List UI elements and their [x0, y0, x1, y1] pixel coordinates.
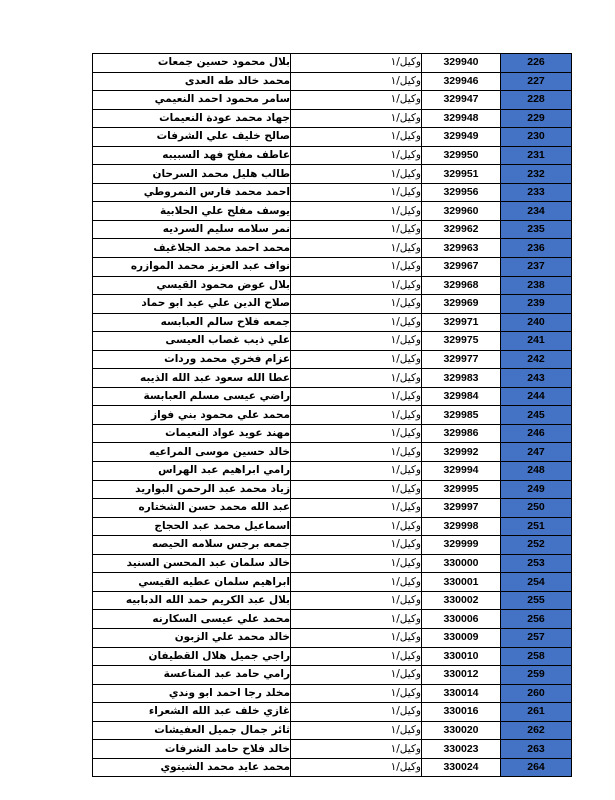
number-cell: 329950 [422, 146, 501, 165]
number-cell: 330012 [422, 666, 501, 685]
number-cell: 329999 [422, 536, 501, 555]
table-row [93, 703, 572, 722]
number-cell: 330024 [422, 758, 501, 777]
table-row [93, 72, 572, 91]
index-cell: 227 [501, 72, 572, 91]
number-cell: 329947 [422, 91, 501, 110]
rank-cell: وكيل/١ [291, 165, 422, 184]
index-cell: 263 [501, 740, 572, 759]
index-cell: 252 [501, 536, 572, 555]
number-cell: 329971 [422, 313, 501, 332]
rank-cell: وكيل/١ [291, 258, 422, 277]
name-cell: محمد عايد محمد الشيتوي [93, 758, 291, 777]
name-cell: علي ذيب غصاب العيسى [93, 332, 291, 351]
rank-cell: وكيل/١ [291, 220, 422, 239]
table-row [93, 258, 572, 277]
rank-cell: وكيل/١ [291, 146, 422, 165]
number-cell: 329956 [422, 183, 501, 202]
table-row [93, 591, 572, 610]
name-cell: مخلد رجا احمد ابو وندي [93, 684, 291, 703]
table-row [93, 54, 572, 73]
name-cell: محمد احمد محمد الجلاغيف [93, 239, 291, 258]
name-cell: بلال محمود حسين جمعات [93, 54, 291, 73]
index-cell: 241 [501, 332, 572, 351]
table-row [93, 647, 572, 666]
index-cell: 258 [501, 647, 572, 666]
number-cell: 329983 [422, 369, 501, 388]
index-cell: 234 [501, 202, 572, 221]
table-row [93, 332, 572, 351]
table-row [93, 165, 572, 184]
index-cell: 264 [501, 758, 572, 777]
name-cell: راضي عيسى مسلم العبابسة [93, 387, 291, 406]
table-row [93, 146, 572, 165]
number-cell: 330006 [422, 610, 501, 629]
rank-cell: وكيل/١ [291, 610, 422, 629]
table-row [93, 350, 572, 369]
index-cell: 229 [501, 109, 572, 128]
table-row [93, 387, 572, 406]
name-cell: محمد علي عيسى السكارنه [93, 610, 291, 629]
number-cell: 329995 [422, 480, 501, 499]
index-cell: 246 [501, 424, 572, 443]
table-row [93, 517, 572, 536]
number-cell: 329975 [422, 332, 501, 351]
roster-table [92, 53, 572, 777]
number-cell: 329946 [422, 72, 501, 91]
rank-cell: وكيل/١ [291, 91, 422, 110]
index-cell: 245 [501, 406, 572, 425]
number-cell: 329949 [422, 128, 501, 147]
name-cell: اسماعيل محمد عبد الحجاج [93, 517, 291, 536]
index-cell: 226 [501, 54, 572, 73]
table-row [93, 295, 572, 314]
table-row [93, 462, 572, 481]
rank-cell: وكيل/١ [291, 128, 422, 147]
name-cell: عبد الله محمد حسن الشختاره [93, 499, 291, 518]
table-row [93, 313, 572, 332]
rank-cell: وكيل/١ [291, 758, 422, 777]
rank-cell: وكيل/١ [291, 740, 422, 759]
name-cell: صلاح الدين علي عيد ابو حماد [93, 295, 291, 314]
name-cell: راجي جميل هلال القطيفان [93, 647, 291, 666]
table-row [93, 740, 572, 759]
table-row [93, 424, 572, 443]
name-cell: خالد سلمان عبد المحسن السنيد [93, 554, 291, 573]
table-row [93, 202, 572, 221]
name-cell: نمر سلامه سليم السرديه [93, 220, 291, 239]
rank-cell: وكيل/١ [291, 54, 422, 73]
number-cell: 330016 [422, 703, 501, 722]
rank-cell: وكيل/١ [291, 684, 422, 703]
index-cell: 249 [501, 480, 572, 499]
rank-cell: وكيل/١ [291, 499, 422, 518]
index-cell: 236 [501, 239, 572, 258]
rank-cell: وكيل/١ [291, 276, 422, 295]
name-cell: جمعه فلاح سالم العبابسه [93, 313, 291, 332]
number-cell: 329968 [422, 276, 501, 295]
rank-cell: وكيل/١ [291, 183, 422, 202]
table-row [93, 91, 572, 110]
index-cell: 255 [501, 591, 572, 610]
rank-cell: وكيل/١ [291, 554, 422, 573]
name-cell: عاطف مفلح فهد السبيبه [93, 146, 291, 165]
index-cell: 251 [501, 517, 572, 536]
name-cell: احمد محمد فارس النمروطي [93, 183, 291, 202]
rank-cell: وكيل/١ [291, 406, 422, 425]
name-cell: رامي حامد عبد المناعسة [93, 666, 291, 685]
number-cell: 329967 [422, 258, 501, 277]
table-row [93, 684, 572, 703]
rank-cell: وكيل/١ [291, 424, 422, 443]
name-cell: سامر محمود احمد النعيمي [93, 91, 291, 110]
name-cell: محمد علي محمود بني فواز [93, 406, 291, 425]
rank-cell: وكيل/١ [291, 313, 422, 332]
table-row [93, 536, 572, 555]
name-cell: نواف عبد العزيز محمد الموازره [93, 258, 291, 277]
rank-cell: وكيل/١ [291, 517, 422, 536]
number-cell: 329997 [422, 499, 501, 518]
index-cell: 233 [501, 183, 572, 202]
name-cell: زياد محمد عبد الرحمن البواريد [93, 480, 291, 499]
name-cell: خالد محمد علي الزبون [93, 628, 291, 647]
table-row [93, 128, 572, 147]
table-row [93, 721, 572, 740]
index-cell: 228 [501, 91, 572, 110]
index-cell: 243 [501, 369, 572, 388]
name-cell: ثائر جمال جميل العفيشات [93, 721, 291, 740]
rank-cell: وكيل/١ [291, 443, 422, 462]
table-row [93, 480, 572, 499]
name-cell: بلال عبد الكريم حمد الله الدبابيه [93, 591, 291, 610]
index-cell: 257 [501, 628, 572, 647]
roster-table-body [93, 54, 572, 777]
rank-cell: وكيل/١ [291, 666, 422, 685]
table-row [93, 239, 572, 258]
number-cell: 330014 [422, 684, 501, 703]
name-cell: خالد حسين موسى المراعيه [93, 443, 291, 462]
table-row [93, 443, 572, 462]
index-cell: 247 [501, 443, 572, 462]
rank-cell: وكيل/١ [291, 721, 422, 740]
rank-cell: وكيل/١ [291, 647, 422, 666]
name-cell: صالح خليف علي الشرفات [93, 128, 291, 147]
index-cell: 262 [501, 721, 572, 740]
number-cell: 329969 [422, 295, 501, 314]
table-row [93, 758, 572, 777]
rank-cell: وكيل/١ [291, 350, 422, 369]
name-cell: مهند عويد عواد النعيمات [93, 424, 291, 443]
index-cell: 256 [501, 610, 572, 629]
number-cell: 329994 [422, 462, 501, 481]
index-cell: 254 [501, 573, 572, 592]
number-cell: 329998 [422, 517, 501, 536]
number-cell: 329986 [422, 424, 501, 443]
table-row [93, 276, 572, 295]
index-cell: 238 [501, 276, 572, 295]
index-cell: 261 [501, 703, 572, 722]
rank-cell: وكيل/١ [291, 480, 422, 499]
rank-cell: وكيل/١ [291, 72, 422, 91]
table-row [93, 573, 572, 592]
name-cell: عطا الله سعود عبد الله الذيبه [93, 369, 291, 388]
index-cell: 244 [501, 387, 572, 406]
rank-cell: وكيل/١ [291, 369, 422, 388]
table-row [93, 183, 572, 202]
rank-cell: وكيل/١ [291, 387, 422, 406]
name-cell: خالد فلاح حامد الشرفات [93, 740, 291, 759]
name-cell: بلال عوض محمود القيسي [93, 276, 291, 295]
rank-cell: وكيل/١ [291, 295, 422, 314]
number-cell: 329977 [422, 350, 501, 369]
index-cell: 260 [501, 684, 572, 703]
rank-cell: وكيل/١ [291, 591, 422, 610]
rank-cell: وكيل/١ [291, 109, 422, 128]
table-row [93, 610, 572, 629]
number-cell: 330000 [422, 554, 501, 573]
number-cell: 330023 [422, 740, 501, 759]
index-cell: 231 [501, 146, 572, 165]
number-cell: 330002 [422, 591, 501, 610]
index-cell: 230 [501, 128, 572, 147]
name-cell: جهاد محمد عودة النعيمات [93, 109, 291, 128]
table-row [93, 406, 572, 425]
number-cell: 330010 [422, 647, 501, 666]
table-row [93, 109, 572, 128]
name-cell: عزام فخري محمد وردات [93, 350, 291, 369]
number-cell: 330020 [422, 721, 501, 740]
name-cell: ابراهيم سلمان عطيه القيسي [93, 573, 291, 592]
rank-cell: وكيل/١ [291, 202, 422, 221]
name-cell: جمعه برجس سلامه الحيصه [93, 536, 291, 555]
rank-cell: وكيل/١ [291, 332, 422, 351]
index-cell: 253 [501, 554, 572, 573]
rank-cell: وكيل/١ [291, 462, 422, 481]
table-row [93, 369, 572, 388]
index-cell: 248 [501, 462, 572, 481]
name-cell: غازي خلف عبد الله الشعراء [93, 703, 291, 722]
name-cell: يوسف مفلح علي الحلابية [93, 202, 291, 221]
index-cell: 240 [501, 313, 572, 332]
rank-cell: وكيل/١ [291, 239, 422, 258]
table-row [93, 628, 572, 647]
rank-cell: وكيل/١ [291, 628, 422, 647]
table-row [93, 220, 572, 239]
number-cell: 329963 [422, 239, 501, 258]
number-cell: 329992 [422, 443, 501, 462]
number-cell: 329984 [422, 387, 501, 406]
index-cell: 232 [501, 165, 572, 184]
number-cell: 329960 [422, 202, 501, 221]
number-cell: 330001 [422, 573, 501, 592]
rank-cell: وكيل/١ [291, 573, 422, 592]
name-cell: طالب هليل محمد السرحان [93, 165, 291, 184]
name-cell: محمد خالد طه العدى [93, 72, 291, 91]
name-cell: رامي ابراهيم عبد الهراس [93, 462, 291, 481]
rank-cell: وكيل/١ [291, 703, 422, 722]
number-cell: 329985 [422, 406, 501, 425]
number-cell: 329962 [422, 220, 501, 239]
index-cell: 242 [501, 350, 572, 369]
index-cell: 259 [501, 666, 572, 685]
number-cell: 330009 [422, 628, 501, 647]
table-row [93, 666, 572, 685]
index-cell: 250 [501, 499, 572, 518]
index-cell: 237 [501, 258, 572, 277]
rank-cell: وكيل/١ [291, 536, 422, 555]
number-cell: 329948 [422, 109, 501, 128]
table-row [93, 554, 572, 573]
index-cell: 239 [501, 295, 572, 314]
index-cell: 235 [501, 220, 572, 239]
number-cell: 329940 [422, 54, 501, 73]
table-row [93, 499, 572, 518]
number-cell: 329951 [422, 165, 501, 184]
